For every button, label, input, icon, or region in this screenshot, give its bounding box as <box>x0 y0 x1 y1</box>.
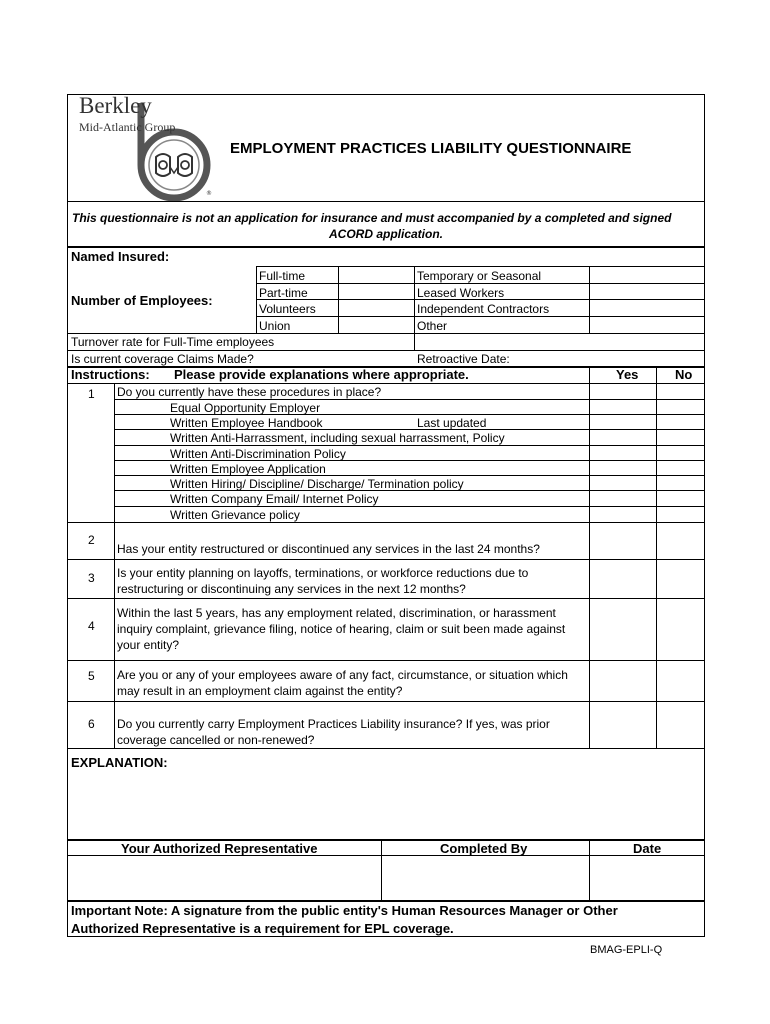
completed-by-header: Completed By <box>440 841 528 856</box>
turnover-label: Turnover rate for Full-Time employees <box>71 335 275 349</box>
explanation-label: EXPLANATION: <box>71 755 168 770</box>
q3-no-checkbox[interactable] <box>657 560 704 597</box>
completed-by-field[interactable] <box>382 857 588 899</box>
authorized-rep-header: Your Authorized Representative <box>121 841 318 856</box>
employee-type-volunteers: Volunteers <box>259 302 316 316</box>
claims-made-label: Is current coverage Claims Made? <box>71 352 254 366</box>
parttime-count-field[interactable] <box>339 284 413 298</box>
date-field[interactable] <box>590 857 704 899</box>
retroactive-date-field[interactable] <box>518 351 704 366</box>
question-6-text-line: Do you currently carry Employment Practices Liability insurance? If yes, was prior <box>117 717 550 731</box>
question-number-4: 4 <box>88 619 95 633</box>
question-5-text-line: may result in an employment claim against the entity? <box>117 684 403 698</box>
page-title: EMPLOYMENT PRACTICES LIABILITY QUESTIONNAIRE <box>230 140 632 157</box>
employee-type-parttime: Part-time <box>259 286 308 300</box>
instructions-text: Please provide explanations where appropriate. <box>174 367 469 382</box>
logo-brand-text: Berkley <box>79 93 152 118</box>
number-of-employees-label: Number of Employees: <box>71 293 213 308</box>
question-4-text-line: your entity? <box>117 638 180 652</box>
logo-subtitle-text: Mid-Atlantic Group <box>79 120 176 134</box>
procedure-item: Written Company Email/ Internet Policy <box>170 492 379 506</box>
q4-yes-checkbox[interactable] <box>590 599 655 659</box>
question-6-text-line: coverage cancelled or non-renewed? <box>117 733 315 747</box>
fulltime-count-field[interactable] <box>339 267 413 282</box>
union-count-field[interactable] <box>339 317 413 332</box>
important-note-line-1: Important Note: A signature from the public entity's Human Resources Manager or Other <box>71 903 618 918</box>
procedure-item: Written Employee Handbook <box>170 416 323 430</box>
important-note-line-2: Authorized Representative is a requirement for EPL coverage. <box>71 921 454 936</box>
claims-made-field[interactable] <box>268 351 413 366</box>
procedure-item: Written Anti-Harrassment, including sexual harrassment, Policy <box>170 431 505 445</box>
turnover-field[interactable] <box>288 334 704 349</box>
q1-no-checkbox[interactable] <box>657 384 704 521</box>
q2-yes-checkbox[interactable] <box>590 523 655 558</box>
temporary-count-field[interactable] <box>590 267 704 282</box>
question-number-5: 5 <box>88 669 95 683</box>
instructions-prefix: Instructions: <box>71 367 150 382</box>
procedure-item: Written Anti-Discrimination Policy <box>170 447 346 461</box>
q6-yes-checkbox[interactable] <box>590 702 655 747</box>
question-1-text: Do you currently have these procedures in place? <box>117 385 382 399</box>
employee-type-temporary: Temporary or Seasonal <box>417 269 542 283</box>
employee-type-fulltime: Full-time <box>259 269 306 283</box>
question-2-text: Has your entity restructured or discontinued any services in the last 24 months? <box>117 542 540 556</box>
q5-yes-checkbox[interactable] <box>590 661 655 700</box>
named-insured-label: Named Insured: <box>71 249 170 264</box>
procedure-item: Written Grievance policy <box>170 508 300 522</box>
question-4-text-line: inquiry complaint, grievance filing, notice of hearing, claim or suit been made against <box>117 622 566 636</box>
question-4-text-line: Within the last 5 years, has any employment related, discrimination, or harassment <box>117 606 556 620</box>
employee-type-other: Other <box>417 319 448 333</box>
date-header: Date <box>633 841 662 856</box>
explanation-textarea[interactable] <box>69 775 703 837</box>
named-insured-field[interactable] <box>183 248 704 266</box>
svg-text:®: ® <box>206 190 212 197</box>
questionnaire-form <box>67 94 705 937</box>
q5-no-checkbox[interactable] <box>657 661 704 700</box>
procedure-item: Written Hiring/ Discipline/ Discharge/ Termination policy <box>170 477 464 491</box>
question-3-text-line: restructuring or discontinuing any services in the next 12 months? <box>117 582 466 596</box>
question-3-text-line: Is your entity planning on layoffs, terminations, or workforce reductions due to <box>117 566 529 580</box>
leased-count-field[interactable] <box>590 284 704 298</box>
notice-line-2: ACORD application. <box>329 227 444 241</box>
q3-yes-checkbox[interactable] <box>590 560 655 597</box>
question-5-text-line: Are you or any of your employees aware of any fact, circumstance, or situation which <box>117 668 568 682</box>
other-count-field[interactable] <box>590 317 704 332</box>
last-updated-label: Last updated <box>417 416 487 430</box>
notice-line-1: This questionnaire is not an application for insurance and must accompanied by a completed and signed <box>72 211 672 225</box>
question-number-3: 3 <box>88 571 95 585</box>
retroactive-date-label: Retroactive Date: <box>417 352 510 366</box>
no-column-header: No <box>675 367 693 382</box>
q6-no-checkbox[interactable] <box>657 702 704 747</box>
q4-no-checkbox[interactable] <box>657 599 704 659</box>
authorized-rep-signature-field[interactable] <box>69 857 380 899</box>
q1-yes-checkbox[interactable] <box>590 384 655 521</box>
employee-type-union: Union <box>259 319 291 333</box>
q2-no-checkbox[interactable] <box>657 523 704 558</box>
employee-type-leased: Leased Workers <box>417 286 505 300</box>
yes-column-header: Yes <box>616 367 639 382</box>
form-code: BMAG-EPLI-Q <box>590 944 663 956</box>
employee-type-contractors: Independent Contractors <box>417 302 550 316</box>
question-number-2: 2 <box>88 533 95 547</box>
question-number-6: 6 <box>88 717 95 731</box>
procedure-item: Equal Opportunity Employer <box>170 401 321 415</box>
contractors-count-field[interactable] <box>590 300 704 315</box>
question-number-1: 1 <box>88 387 95 401</box>
procedure-item: Written Employee Application <box>170 462 326 476</box>
volunteers-count-field[interactable] <box>339 300 413 315</box>
